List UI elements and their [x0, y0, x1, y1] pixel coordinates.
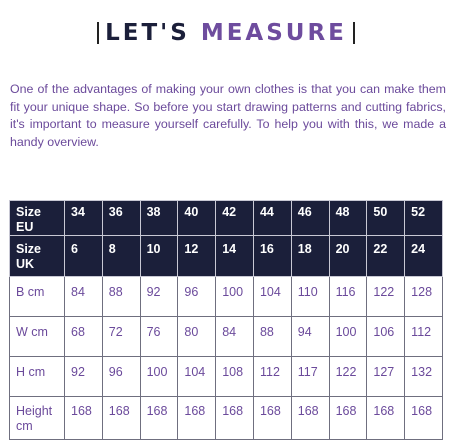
table-cell: 127: [367, 357, 405, 397]
title-part-1: LET'S: [105, 20, 190, 46]
table-cell: 106: [367, 317, 405, 357]
table-cell: 168: [216, 397, 254, 440]
table-cell: 52: [405, 201, 443, 236]
table-cell: 68: [65, 317, 103, 357]
table-cell: 16: [253, 236, 291, 277]
table-cell: 112: [405, 317, 443, 357]
row-label: W cm: [10, 317, 65, 357]
table-cell: 80: [178, 317, 216, 357]
table-cell: 128: [405, 277, 443, 317]
table-cell: 92: [65, 357, 103, 397]
table-cell: 46: [291, 201, 329, 236]
table-cell: 6: [65, 236, 103, 277]
table-cell: 24: [405, 236, 443, 277]
table-cell: 20: [329, 236, 367, 277]
row-label: Height cm: [10, 397, 65, 440]
table-cell: 132: [405, 357, 443, 397]
table-cell: 168: [367, 397, 405, 440]
table-cell: 84: [216, 317, 254, 357]
row-label: B cm: [10, 277, 65, 317]
table-cell: 168: [178, 397, 216, 440]
table-cell: 96: [102, 357, 140, 397]
bust-row: [10, 277, 443, 317]
table-cell: 72: [102, 317, 140, 357]
table-cell: 168: [65, 397, 103, 440]
table-cell: 112: [253, 357, 291, 397]
table-cell: 42: [216, 201, 254, 236]
table-cell: 104: [253, 277, 291, 317]
size-eu-row: [10, 201, 443, 236]
table-cell: 168: [329, 397, 367, 440]
table-cell: 40: [178, 201, 216, 236]
table-cell: 122: [329, 357, 367, 397]
table-cell: 168: [253, 397, 291, 440]
table-cell: 108: [216, 357, 254, 397]
table-cell: 8: [102, 236, 140, 277]
table-cell: 122: [367, 277, 405, 317]
table-cell: 50: [367, 201, 405, 236]
table-cell: 100: [216, 277, 254, 317]
table-cell: 116: [329, 277, 367, 317]
table-cell: 44: [253, 201, 291, 236]
row-label: Size UK: [10, 236, 65, 277]
waist-row: [10, 317, 443, 357]
height-row: [10, 397, 443, 440]
table-cell: 22: [367, 236, 405, 277]
table-cell: 88: [253, 317, 291, 357]
table-cell: 76: [140, 317, 178, 357]
title-part-2: MEASURE: [200, 20, 347, 46]
size-chart-table: [9, 200, 443, 440]
table-cell: 92: [140, 277, 178, 317]
size-uk-row: [10, 236, 443, 277]
table-cell: 88: [102, 277, 140, 317]
row-label: Size EU: [10, 201, 65, 236]
table-cell: 84: [65, 277, 103, 317]
row-label: H cm: [10, 357, 65, 397]
table-cell: 168: [405, 397, 443, 440]
intro-paragraph: One of the advantages of making your own clothes is that you can make them fit your unique shape. So before you start drawing patterns and cutting fabrics, it's important to measure yourself carefully. To help you with this, we made a handy overview.: [10, 82, 446, 149]
table-cell: 96: [178, 277, 216, 317]
table-cell: 34: [65, 201, 103, 236]
page-header: [0, 18, 453, 52]
table-cell: 38: [140, 201, 178, 236]
table-cell: 110: [291, 277, 329, 317]
table-cell: 10: [140, 236, 178, 277]
table-cell: 100: [329, 317, 367, 357]
table-cell: 168: [140, 397, 178, 440]
table-cell: 168: [102, 397, 140, 440]
table-cell: 104: [178, 357, 216, 397]
table-cell: 12: [178, 236, 216, 277]
table-cell: 94: [291, 317, 329, 357]
table-cell: 14: [216, 236, 254, 277]
hip-row: [10, 357, 443, 397]
page-title: [99, 18, 353, 48]
table-cell: 48: [329, 201, 367, 236]
header-divider-right: [353, 22, 355, 44]
table-cell: 36: [102, 201, 140, 236]
table-cell: 168: [291, 397, 329, 440]
table-cell: 100: [140, 357, 178, 397]
table-cell: 117: [291, 357, 329, 397]
table-cell: 18: [291, 236, 329, 277]
